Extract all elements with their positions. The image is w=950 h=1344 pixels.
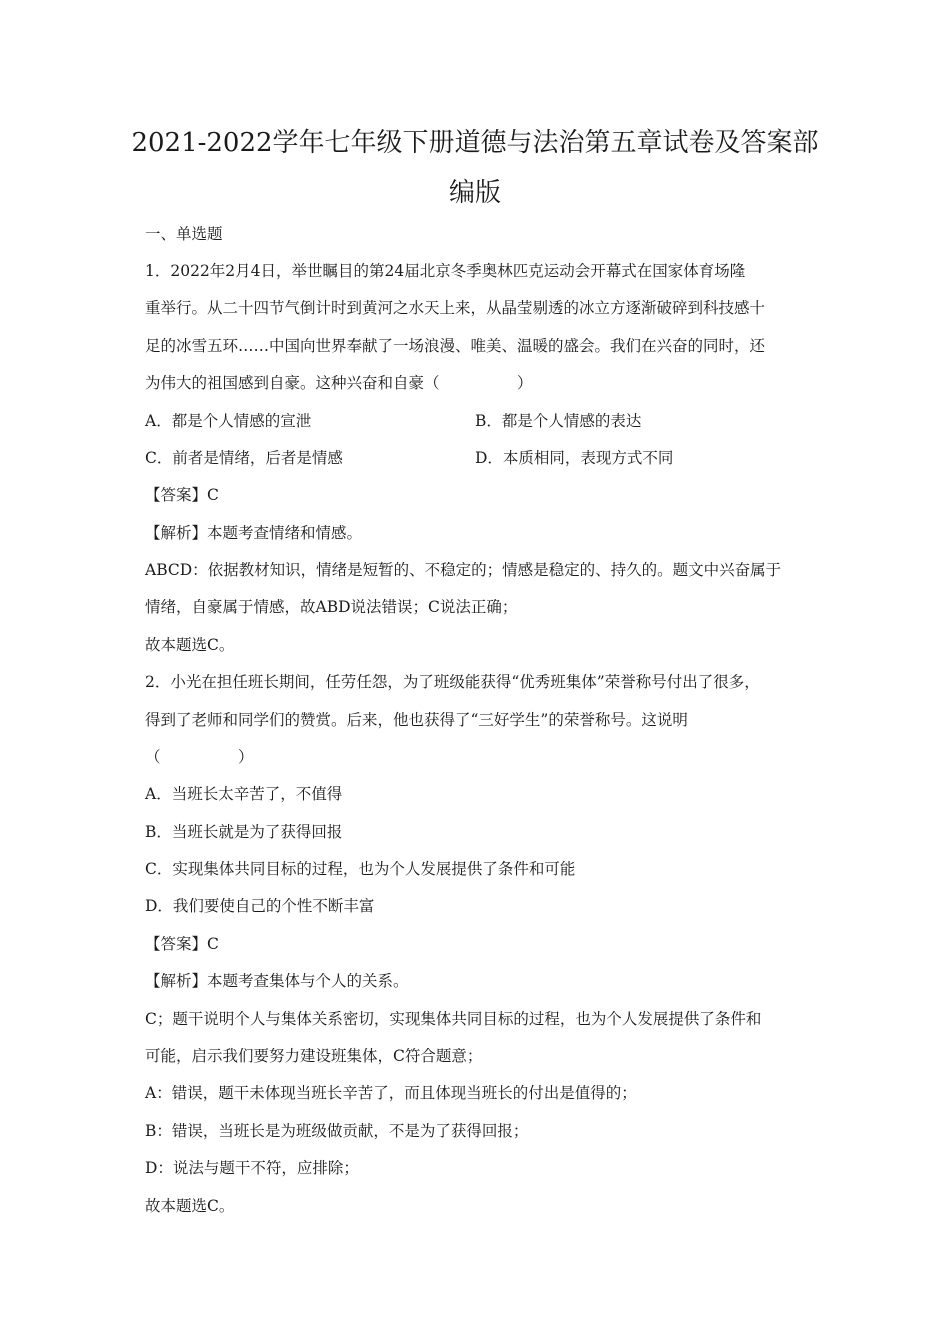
q1-analysis-line-4: 故本题选C。	[145, 636, 235, 654]
q1-stem-line-2: 重举行。从二十四节气倒计时到黄河之水天上来，从晶莹剔透的冰立方逐渐破碎到科技感十	[145, 299, 766, 317]
title-line-1: 2021-2022学年七年级下册道德与法治第五章试卷及答案部	[131, 128, 819, 158]
document-title	[130, 118, 820, 218]
section-heading: 一、单选题	[145, 225, 223, 243]
q2-analysis-line-7: 故本题选C。	[145, 1197, 235, 1215]
q1-analysis-line-3: 情绪，自豪属于情感，故ABD说法错误；C说法正确；	[145, 598, 518, 616]
q1-analysis-line-1: 【解析】本题考查情绪和情感。	[145, 524, 363, 542]
q1-option-a: A．都是个人情感的宣泄	[145, 412, 312, 430]
q2-analysis-line-4: A：错误，题干未体现当班长辛苦了，而且体现当班长的付出是值得的；	[145, 1084, 637, 1102]
q2-option-b: B．当班长就是为了获得回报	[145, 823, 343, 841]
q2-analysis-line-6: D：说法与题干不符，应排除；	[145, 1159, 359, 1177]
q2-stem-line-1: 2．小光在担任班长期间，任劳任怨，为了班级能获得“优秀班集体”荣誉称号付出了很多，	[145, 673, 760, 691]
q1-option-b: B．都是个人情感的表达	[475, 412, 642, 430]
q2-option-d: D．我们要使自己的个性不断丰富	[145, 897, 375, 915]
q1-answer: 【答案】C	[145, 486, 219, 504]
q2-analysis-line-3: 可能，启示我们要努力建设班集体，C符合题意；	[145, 1047, 483, 1065]
title-line-2: 编版	[448, 178, 501, 208]
q2-stem-line-3: （ ）	[145, 748, 254, 766]
q1-option-d: D．本质相同，表现方式不同	[475, 449, 674, 467]
q2-analysis-line-2: C；题干说明个人与集体关系密切，实现集体共同目标的过程，也为个人发展提供了条件和	[145, 1010, 762, 1028]
q2-option-a: A．当班长太辛苦了，不值得	[145, 785, 343, 803]
q1-stem-line-4: 为伟大的祖国感到自豪。这种兴奋和自豪（ ）	[145, 374, 533, 392]
q2-analysis-line-1: 【解析】本题考查集体与个人的关系。	[145, 972, 409, 990]
q1-option-c: C．前者是情绪，后者是情感	[145, 449, 343, 467]
q1-analysis-line-2: ABCD：依据教材知识，情绪是短暂的、不稳定的；情感是稳定的、持久的。题文中兴奋属于	[145, 561, 782, 579]
q1-stem-line-1: 1．2022年2月4日，举世瞩目的第24届北京冬季奥林匹克运动会开幕式在国家体育场隆	[145, 262, 746, 280]
q2-stem-line-2: 得到了老师和同学们的赞赏。后来，他也获得了“三好学生”的荣誉称号。这说明	[145, 711, 688, 729]
q1-stem-line-3: 足的冰雪五环……中国向世界奉献了一场浪漫、唯美、温暖的盛会。我们在兴奋的同时，还	[145, 337, 766, 355]
q2-answer: 【答案】C	[145, 935, 219, 953]
q2-option-c: C．实现集体共同目标的过程，也为个人发展提供了条件和可能	[145, 860, 576, 878]
q2-analysis-line-5: B：错误，当班长是为班级做贡献，不是为了获得回报；	[145, 1122, 529, 1140]
